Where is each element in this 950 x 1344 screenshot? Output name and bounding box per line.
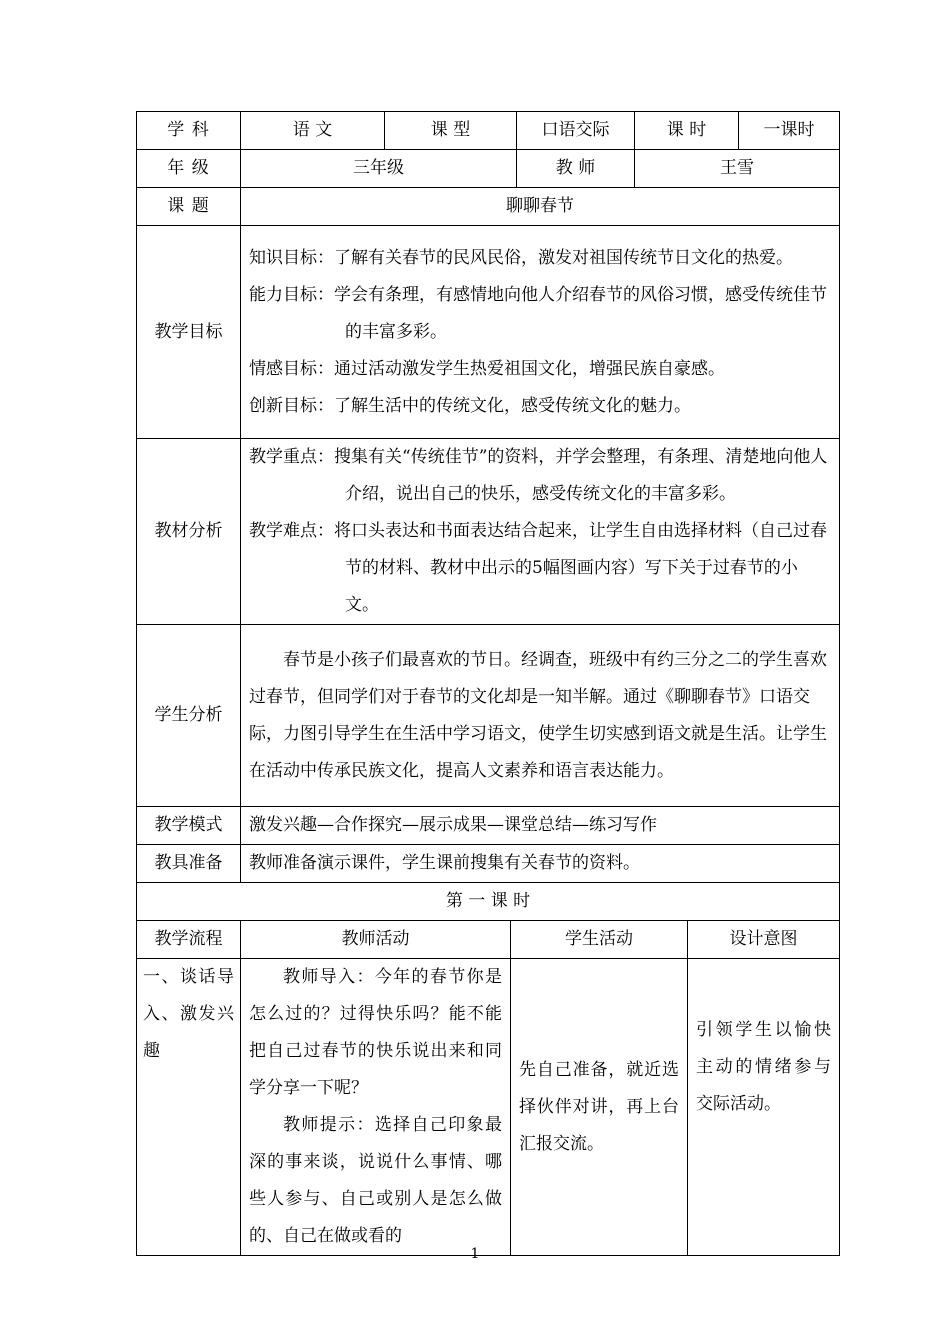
flow-header-teacher: 教师活动	[241, 921, 511, 959]
subject-value: 语 文	[241, 112, 385, 150]
students-text: 春节是小孩子们最喜欢的节日。经调查，班级中有约三分之二的学生喜欢过春节，但同学们对于春节的文化却是一知半解。通过《聊聊春节》口语交际，力图引导学生在生活中学习语文，使学生切实感到语文就是生活。让学生在活动中传承民族文化，提高人文素养和语言表达能力。	[249, 649, 827, 781]
page-number: 1	[470, 1246, 480, 1262]
material-content	[241, 439, 840, 625]
students-content	[241, 625, 840, 807]
prep-label: 教具准备	[137, 845, 241, 883]
prep-row	[137, 845, 840, 883]
goal-emotion: 情感目标：通过活动激发学生热爱祖国文化，增强民族自豪感。	[249, 358, 725, 379]
teacher-label: 教 师	[517, 150, 635, 188]
flow-step: 一、谈话导入、激发兴趣	[143, 967, 234, 1061]
students-row	[137, 625, 840, 807]
header-row-grade	[137, 150, 840, 188]
mode-row	[137, 807, 840, 845]
flow-step-cell	[137, 959, 241, 1256]
lesson-type-value: 口语交际	[517, 112, 635, 150]
mode-label: 教学模式	[137, 807, 241, 845]
flow-student: 先自己准备，就近选择伙伴对讲，再上台汇报交流。	[519, 1059, 679, 1154]
flow-row	[137, 959, 840, 1256]
grade-label: 年 级	[137, 150, 241, 188]
prep-text: 教师准备演示课件，学生课前搜集有关春节的资料。	[241, 845, 840, 883]
header-row-subject	[137, 112, 840, 150]
mode-text: 激发兴趣—合作探究—展示成果—课堂总结—练习写作	[241, 807, 840, 845]
flow-teacher-hint: 教师提示：选择自己印象最深的事来谈，说说什么事情、哪些人参与、自己或别人是怎么做的、自己在做或看的	[249, 1115, 502, 1246]
teacher-value: 王雪	[635, 150, 840, 188]
flow-header-process: 教学流程	[137, 921, 241, 959]
flow-header-design: 设计意图	[688, 921, 840, 959]
flow-teacher-cell	[241, 959, 511, 1256]
goal-ability: 能力目标：学会有条理，有感情地向他人介绍春节的风俗习惯，感受传统佳节的丰富多彩。	[249, 284, 827, 342]
flow-design-cell	[688, 959, 840, 1256]
material-row	[137, 439, 840, 625]
goals-content	[241, 226, 840, 439]
goals-label: 教学目标	[137, 226, 241, 439]
session-row	[137, 883, 840, 921]
topic-label: 课 题	[137, 188, 241, 226]
goal-knowledge: 知识目标：了解有关春节的民风民俗，激发对祖国传统节日文化的热爱。	[249, 247, 793, 268]
material-difficulty: 教学难点：将口头表达和书面表达结合起来，让学生自由选择材料（自己过春节的材料、教材中出示的5幅图画内容）写下关于过春节的小文。	[249, 521, 827, 615]
topic-value: 聊聊春节	[241, 188, 840, 226]
flow-header-row	[137, 921, 840, 959]
material-focus: 教学重点：搜集有关“传统佳节”的资料，并学会整理，有条理、清楚地向他人介绍，说出自己的快乐，感受传统文化的丰富多彩。	[249, 447, 828, 504]
period-value: 一课时	[739, 112, 840, 150]
flow-teacher-intro: 教师导入：今年的春节你是怎么过的？过得快乐吗？能不能把自己过春节的快乐说出来和同学分享一下呢？	[249, 967, 502, 1098]
flow-student-cell	[511, 959, 688, 1256]
flow-header-student: 学生活动	[511, 921, 688, 959]
lesson-plan-table	[136, 111, 840, 1256]
grade-value: 三年级	[241, 150, 517, 188]
goal-innovation: 创新目标：了解生活中的传统文化，感受传统文化的魅力。	[249, 395, 691, 416]
goals-row	[137, 226, 840, 439]
material-label: 教材分析	[137, 439, 241, 625]
header-row-topic	[137, 188, 840, 226]
lesson-type-label: 课 型	[385, 112, 517, 150]
flow-design: 引领学生以愉快主动的情绪参与交际活动。	[696, 1019, 831, 1114]
subject-label: 学 科	[137, 112, 241, 150]
session-title: 第 一 课 时	[137, 883, 840, 921]
students-label: 学生分析	[137, 625, 241, 807]
period-label: 课 时	[635, 112, 739, 150]
